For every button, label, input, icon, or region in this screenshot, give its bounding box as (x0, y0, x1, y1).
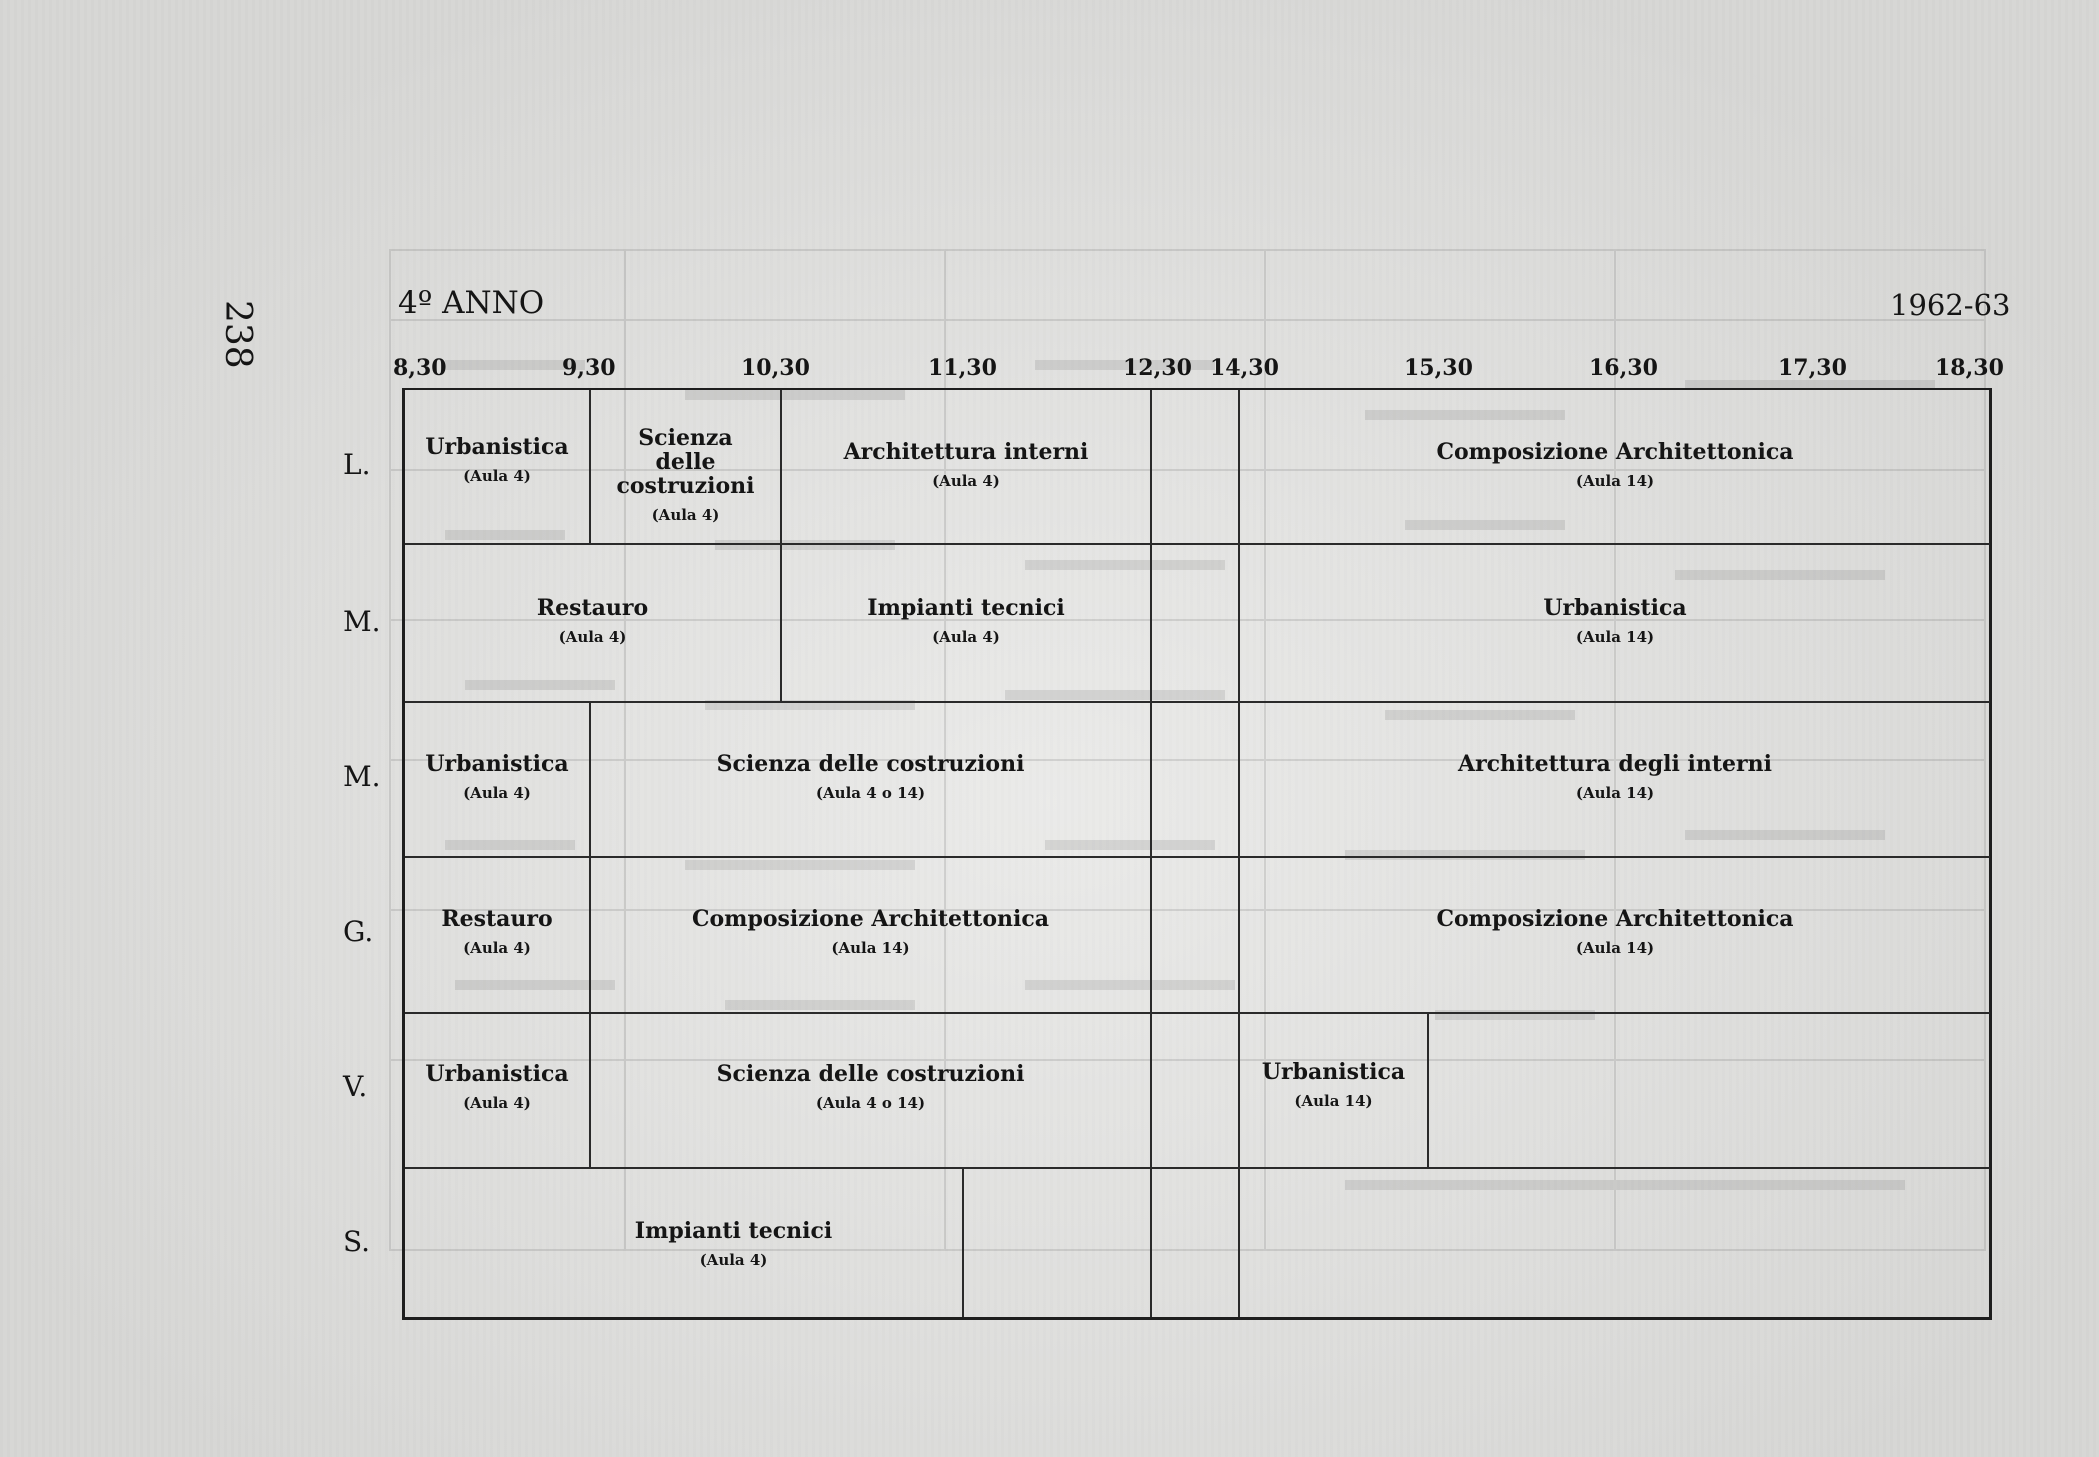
lesson-cell (405, 1062, 589, 1112)
room-label: (Aula 14) (1575, 939, 1655, 957)
subject-name: Restauro (536, 595, 649, 621)
day-label-lunedi: L. (343, 448, 371, 481)
lesson-cell (1240, 440, 1990, 490)
row-divider (405, 856, 1990, 858)
subject-name: Urbanistica (1261, 1059, 1406, 1085)
room-label: (Aula 4) (932, 628, 1000, 646)
row-divider (405, 543, 1990, 545)
time-tick: 11,30 (928, 355, 997, 381)
row-divider (405, 1012, 1990, 1014)
subject-name: Urbanistica (425, 751, 569, 777)
time-tick: 15,30 (1404, 355, 1473, 381)
room-label: (Aula 4) (699, 1251, 768, 1269)
column-divider-14-30 (1238, 390, 1240, 1317)
row-divider (405, 701, 1990, 703)
room-label: (Aula 4) (558, 628, 627, 646)
room-label: (Aula 4) (463, 1094, 531, 1112)
subject-name: Urbanistica (1543, 595, 1687, 621)
room-label: (Aula 4) (651, 506, 720, 524)
room-label: (Aula 4 o 14) (815, 1094, 926, 1112)
subject-name: Urbanistica (425, 1061, 569, 1087)
column-divider-12-30 (1150, 390, 1152, 1317)
room-label: (Aula 4) (463, 939, 531, 957)
lesson-cell (405, 435, 589, 485)
subject-name: Architettura interni (843, 439, 1089, 465)
lesson-cell (405, 596, 780, 646)
day-label-venerdi: V. (343, 1070, 368, 1103)
subject-name: Impianti tecnici (867, 595, 1065, 621)
time-tick: 9,30 (562, 355, 616, 381)
subject-name: Impianti tecnici (634, 1218, 833, 1244)
page-number: 238 (217, 300, 258, 369)
subject-name: Urbanistica (425, 434, 569, 460)
cell-divider (962, 1167, 964, 1317)
lesson-cell (591, 1062, 1150, 1112)
lesson-cell (591, 752, 1150, 802)
timetable-grid (402, 388, 1992, 1320)
row-divider (405, 1167, 1990, 1169)
lesson-cell (591, 426, 780, 524)
lesson-cell (782, 596, 1150, 646)
time-tick: 10,30 (741, 355, 810, 381)
room-label: (Aula 14) (1294, 1092, 1373, 1110)
room-label: (Aula 4) (463, 784, 531, 802)
time-tick: 16,30 (1589, 355, 1658, 381)
room-label: (Aula 14) (1575, 628, 1655, 646)
lesson-cell (1240, 1060, 1427, 1110)
subject-name: Composizione Architettonica (1436, 906, 1794, 932)
time-tick: 18,30 (1935, 355, 2004, 381)
subject-name: Composizione Architettonica (1436, 439, 1794, 465)
day-label-martedi: M. (343, 605, 381, 638)
time-tick: 17,30 (1778, 355, 1847, 381)
lesson-cell (1240, 596, 1990, 646)
subject-name: Scienza delle costruzioni (616, 425, 755, 499)
cell-divider (1427, 1012, 1429, 1167)
lesson-cell (1240, 752, 1990, 802)
lesson-cell (405, 907, 589, 957)
room-label: (Aula 14) (831, 939, 910, 957)
subject-name: Scienza delle costruzioni (716, 1061, 1025, 1087)
subject-name: Scienza delle costruzioni (716, 751, 1025, 777)
room-label: (Aula 14) (1575, 784, 1655, 802)
lesson-cell (1240, 907, 1990, 957)
room-label: (Aula 4 o 14) (815, 784, 926, 802)
lesson-cell (505, 1219, 962, 1269)
lesson-cell (591, 907, 1150, 957)
room-label: (Aula 14) (1575, 472, 1655, 490)
academic-year: 1962-63 (1890, 288, 2011, 322)
lesson-cell (405, 752, 589, 802)
time-tick: 12,30 (1123, 355, 1192, 381)
time-tick: 8,30 (393, 355, 447, 381)
day-label-sabato: S. (343, 1225, 371, 1258)
subject-name: Composizione Architettonica (691, 906, 1049, 932)
subject-name: Architettura degli interni (1458, 751, 1772, 777)
time-tick: 14,30 (1210, 355, 1279, 381)
room-label: (Aula 4) (932, 472, 1000, 490)
day-label-mercoledi: M. (343, 760, 381, 793)
lesson-cell (782, 440, 1150, 490)
day-label-giovedi: G. (343, 915, 374, 948)
subject-name: Restauro (441, 906, 553, 932)
room-label: (Aula 4) (463, 467, 531, 485)
year-title: 4º ANNO (398, 285, 545, 321)
